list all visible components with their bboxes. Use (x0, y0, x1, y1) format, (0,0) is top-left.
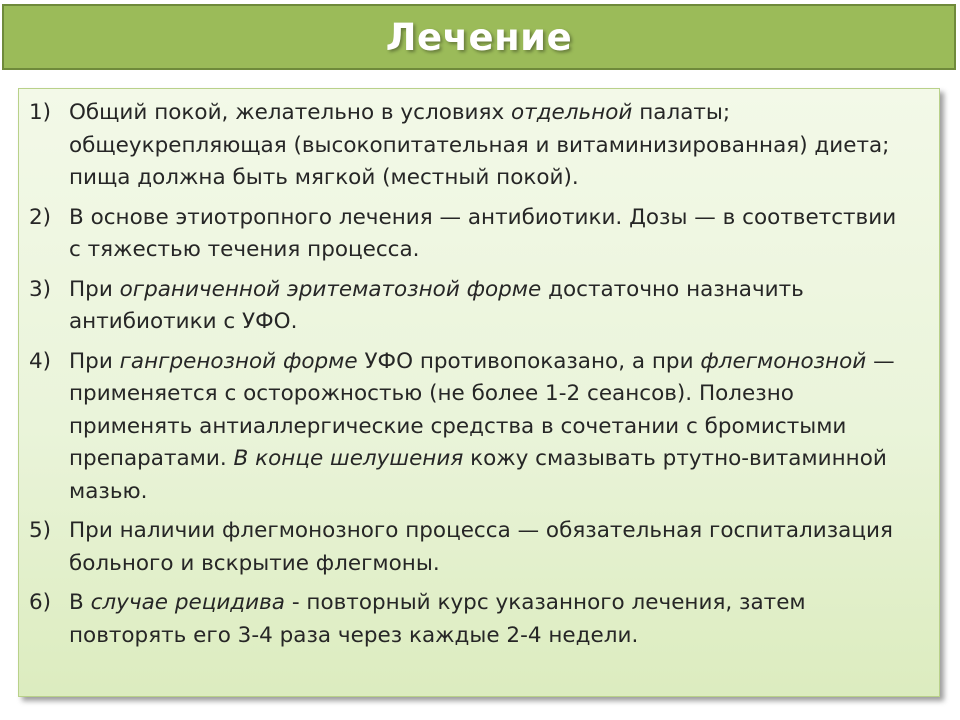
list-item (29, 274, 911, 339)
italic-text: отдельной (511, 100, 633, 125)
item-text (69, 97, 911, 195)
italic-text: гангренозной форме (119, 348, 358, 374)
italic-text: ограниченной эритематозной форме (119, 276, 542, 302)
text-segment: кожу смазывать ртутно-витаминной мазью. (69, 446, 887, 504)
italic-text: флегмонозной (700, 348, 867, 374)
item-text (69, 346, 911, 509)
item-number: 2) (29, 204, 52, 230)
content-box (18, 88, 940, 697)
italic-text: В конце шелушения (233, 446, 464, 471)
text-segment: В (69, 590, 91, 615)
text-segment: При наличии флегмонозного процесса — обязательная госпитализация больного и вскрытие флегмоны. (69, 518, 893, 576)
item-text (69, 202, 911, 267)
italic-text: случае рецидива (90, 590, 285, 615)
list-item (29, 515, 911, 580)
list-item (29, 97, 911, 195)
item-text (69, 274, 911, 339)
text-segment: достаточно назначить антибиотики с УФО. (69, 276, 804, 334)
item-number: 1) (29, 100, 52, 125)
text-segment: — применяется с осторожностью (не более 1-2 сеансов). Полезно применять антиаллергические средства в сочетании с бромистыми препаратами. (69, 348, 895, 471)
treatment-list (29, 97, 911, 652)
item-number: 5) (29, 518, 52, 543)
slide-title: Лечение (385, 15, 573, 59)
text-segment: В основе этиотропного лечения — антибиотики. Дозы — в соответствии с тяжестью течения процесса. (69, 204, 897, 262)
text-segment: УФО противопоказано, а при (357, 348, 701, 374)
title-bar (2, 4, 956, 70)
item-number: 4) (29, 348, 52, 374)
item-number: 3) (29, 276, 52, 302)
list-item (29, 202, 911, 267)
text-segment: - повторный курс указанного лечения, затем повторять его 3-4 раза через каждые 2-4 недели. (69, 590, 806, 648)
text-segment: При (69, 348, 120, 374)
text-segment: При (69, 276, 120, 302)
list-item (29, 346, 911, 509)
list-item (29, 587, 911, 652)
text-segment: Общий покой, желательно в условиях (69, 100, 512, 125)
item-number: 6) (29, 590, 52, 615)
text-segment: палаты; общеукрепляющая (высокопитательная и витаминизированная) диета; пища должна быть мягкой (местный покой). (69, 100, 890, 190)
item-text (69, 515, 911, 580)
item-text (69, 587, 911, 652)
